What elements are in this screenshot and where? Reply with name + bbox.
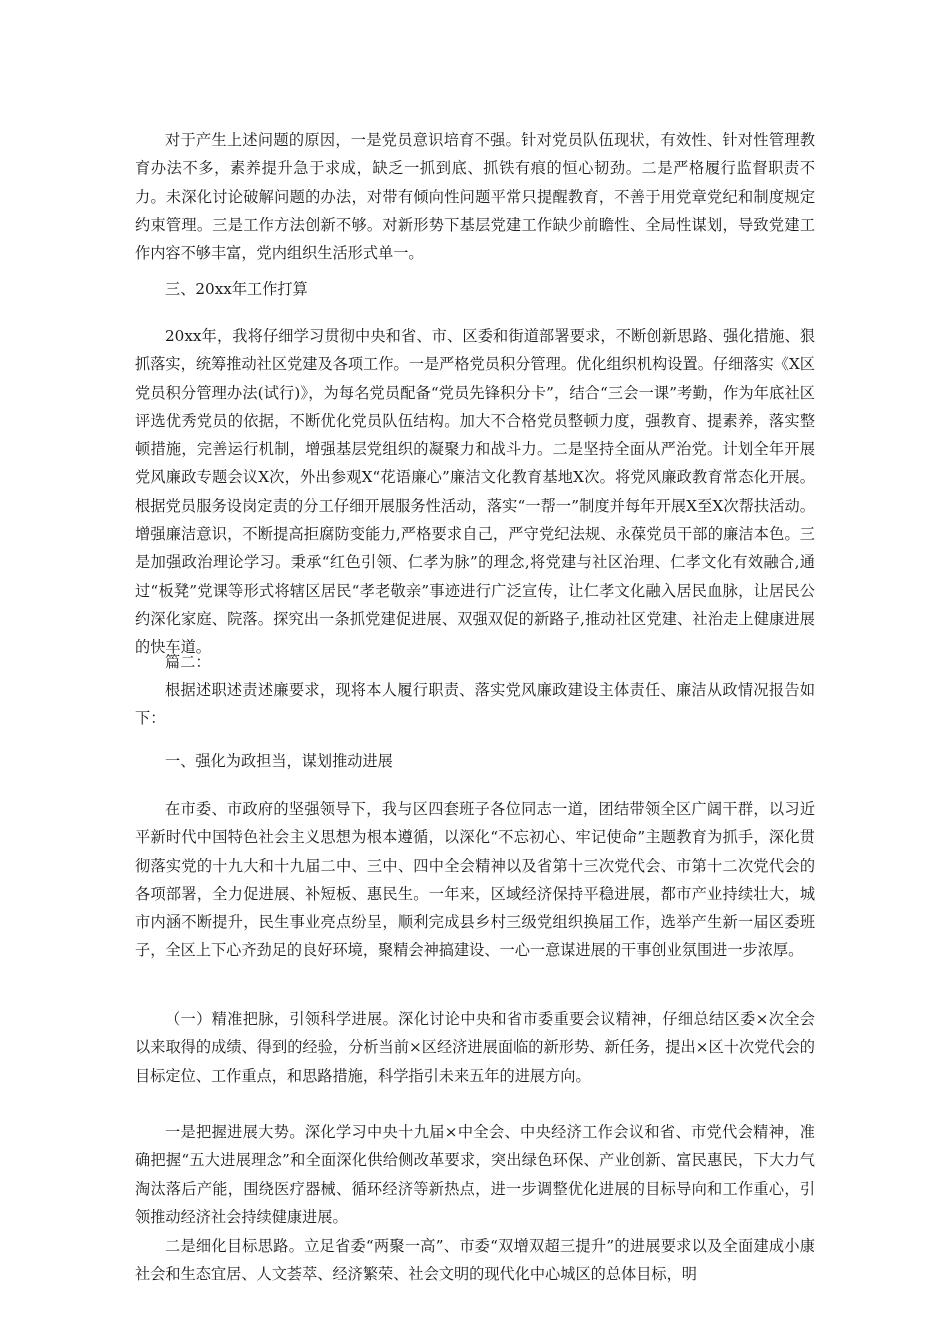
paragraph-development-trend: 一是把握进展大势。深化学习中央十九届×中全会、中央经济工作会议和省、市党代会精神，准确把握“五大进展理念”和全面深化供给侧改革要求，突出绿色环保、产业创新、富民惠民，下大力气淘汰落后产能，围绕医疗器械、循环经济等新热点，进一步调整优化进展的目标导向和工作重心，引领推动经济社会持续健康进展。 (135, 1123, 815, 1226)
heading-political-responsibility: 一、强化为政担当，谋划推动进展 (165, 752, 393, 770)
paragraph-leadership: 在市委、市政府的坚强领导下，我与区四套班子各位同志一道，团结带领全区广阔干群，以习近平新时代中国特色社会主义思想为根本遵循，以深化“不忘初心、牢记使命”主题教育为抓手，深化贯彻落实党的十九大和十九届二中、三中、四中全会精神以及省第十三次党代会、市第十二次党代会的各项部署，全力促进展、补短板、惠民生。一年来，区域经济保持平稳进展，都市产业持续壮大，城市内涵不断提升，民生事业亮点纷呈，顺利完成县乡村三级党组织换届工作，选举产生新一届区委班子，全区上下心齐劲足的良好环境，聚精会神搞建设、一心一意谋进展的干事创业氛围进一步浓厚。 (135, 800, 815, 960)
paragraph-work-plan: 20xx年，我将仔细学习贯彻中央和省、市、区委和街道部署要求，不断创新思路、强化措施、狠抓落实，统筹推动社区党建及各项工作。一是严格党员积分管理。优化组织机构设置。仔细落实《X区党员积分管理办法(试行)》，为每名党员配备“党员先锋积分卡”，结合“三会一课”考勤，作为年底社区评选优秀党员的依据，不断优化党员队伍结构。加大不合格党员整顿力度，强教育、提素养，落实整顿措施，完善运行机制，增强基层党组织的凝聚力和战斗力。二是坚持全面从严治党。计划全年开展党风廉政专题会议X次，外出参观X“花语廉心”廉洁文化教育基地X次。将党风廉政教育常态化开展。根据党员服务设岗定责的分工仔细开展服务性活动，落实“一帮一”制度并每年开展X至X次帮扶活动。增强廉洁意识，不断提高拒腐防变能力,严格要求自己，严守党纪法规、永葆党员干部的廉洁本色。三是加强政治理论学习。秉承“红色引领、仁孝为脉”的理念,将党建与社区治理、仁孝文化有效融合,通过“板凳”党课等形式将辖区居民“孝老敬亲”事迹进行广泛宣传，让仁孝文化融入居民血脉，让居民公约深化家庭、院落。探究出一条抓党建促进展、双强双促的新路子,推动社区党建、社治走上健康进展的快车道。 (135, 327, 815, 657)
section-label-part-two: 篇二： (165, 653, 211, 671)
paragraph-precise-diagnosis: （一）精准把脉，引领科学进展。深化讨论中央和省市委重要会议精神，仔细总结区委×次全会以来取得的成绩、得到的经验，分析当前×区经济进展面临的新形势、新任务，提出×区十次党代会的目标定位、工作重点，和思路措施，科学指引未来五年的进展方向。 (135, 1010, 815, 1085)
paragraph-refine-goals: 二是细化目标思路。立足省委“两聚一高”、市委“双增双超三提升”的进展要求以及全面建成小康社会和生态宜居、人文荟萃、经济繁荣、社会文明的现代化中心城区的总体目标，明 (135, 1237, 815, 1284)
paragraph-report-intro: 根据述职述责述廉要求，现将本人履行职责、落实党风廉政建设主体责任、廉洁从政情况报告如下： (135, 681, 815, 728)
heading-work-plan: 三、20xx年工作打算 (165, 280, 308, 298)
paragraph-causes: 对于产生上述问题的原因，一是党员意识培育不强。针对党员队伍现状，有效性、针对性管理教育办法不多，素养提升急于求成，缺乏一抓到底、抓铁有痕的恒心韧劲。二是严格履行监督职责不力。未深化讨论破解问题的办法，对带有倾向性问题平常只提醒教育，不善于用党章党纪和制度规定约束管理。三是工作方法创新不够。对新形势下基层党建工作缺少前瞻性、全局性谋划，导致党建工作内容不够丰富，党内组织生活形式单一。 (135, 131, 815, 263)
